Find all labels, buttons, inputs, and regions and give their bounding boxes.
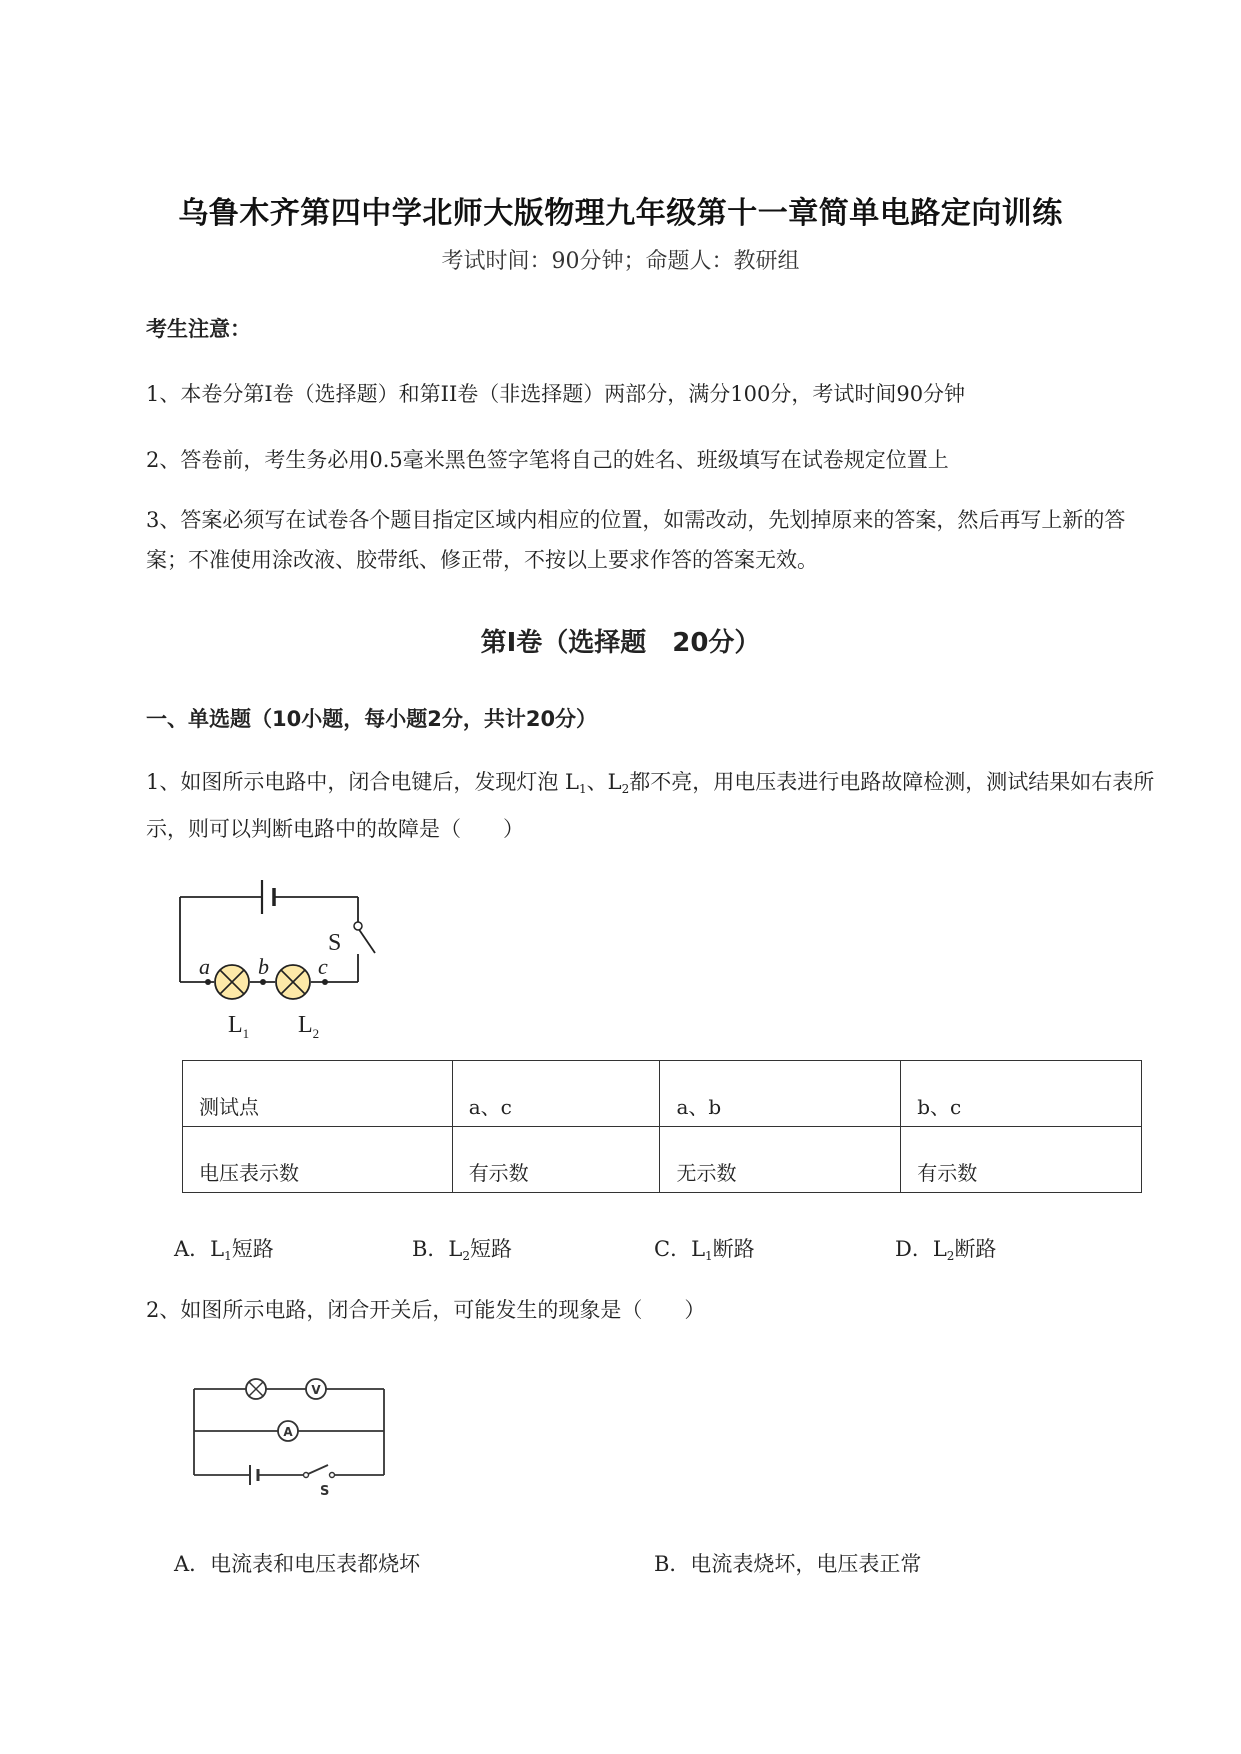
notice-item-1: 1、本卷分第I卷（选择题）和第II卷（非选择题）两部分，满分100分，考试时间90分钟 [146,382,966,406]
table-cell: 有示数 [452,1127,660,1193]
lamp-l2-icon [276,965,310,999]
point-b-label: b [258,954,269,979]
q1-option-d[interactable]: D．$L_2$断路 [895,1237,997,1263]
exam-info: 考试时间：90分钟；命题人：教研组 [441,249,800,274]
q1-option-c[interactable]: C．$L_1$断路 [654,1237,755,1263]
notice-item-2: 2、答卷前，考生务必用0.5毫米黑色签字笔将自己的姓名、班级填写在试卷规定位置上 [146,448,949,472]
table-row [183,1061,1142,1127]
section-title: 第I卷（选择题 20分） [480,628,761,658]
table-row [183,1127,1142,1193]
point-a-label: a [199,954,210,979]
notice-heading: 考生注意： [146,317,251,341]
svg-text:A: A [283,1425,293,1439]
lamp-l1-icon [215,965,249,999]
page-title: 乌鲁木齐第四中学北师大版物理九年级第十一章简单电路定向训练 [178,196,1063,231]
table-cell: a、c [452,1061,660,1127]
table-cell: 测试点 [183,1061,453,1127]
svg-text:V: V [311,1383,321,1397]
q1-option-a[interactable]: A．$L_1$短路 [174,1237,274,1263]
notice-item-3: 3、答案必须写在试卷各个题目指定区域内相应的位置，如需改动，先划掉原来的答案，然后再写上新的答案；不准使用涂改液、胶带纸、修正带，不按以上要求作答的答案无效。 [146,508,1126,572]
point-c-label: c [318,954,328,979]
lamp-l1-label: $L_1$ [228,1012,250,1041]
lamp-l2-label: $L_2$ [298,1012,320,1041]
group-title: 一、单选题（10小题，每小题2分，共计20分） [146,707,598,731]
table-cell: b、c [901,1061,1142,1127]
lamp-icon [246,1379,266,1399]
table-cell: 有示数 [901,1127,1142,1193]
question-2-stem: 2、如图所示电路，闭合开关后，可能发生的现象是（ ） [146,1298,706,1322]
table-cell: a、b [660,1061,901,1127]
q1-option-b[interactable]: B．$L_2$短路 [412,1237,513,1263]
switch-label: S [320,1484,330,1499]
switch-label: S [328,930,342,956]
table-cell: 电压表示数 [183,1127,453,1193]
ammeter-icon [278,1421,298,1441]
test-result-table [182,1060,1142,1193]
question-2-circuit-diagram [186,1365,396,1505]
question-1-circuit-diagram [170,870,410,1050]
table-cell: 无示数 [660,1127,901,1193]
q2-option-a[interactable]: A．电流表和电压表都烧坏 [174,1552,421,1576]
q2-option-b[interactable]: B．电流表烧坏，电压表正常 [654,1552,922,1576]
question-1-stem: 1、如图所示电路中，闭合电键后，发现灯泡 $L_1$、$L_2$都不亮，用电压表进行电路故障检测，测试结果如右表所示，则可以判断电路中的故障是（ ） [146,770,1155,841]
voltmeter-icon [306,1379,326,1399]
